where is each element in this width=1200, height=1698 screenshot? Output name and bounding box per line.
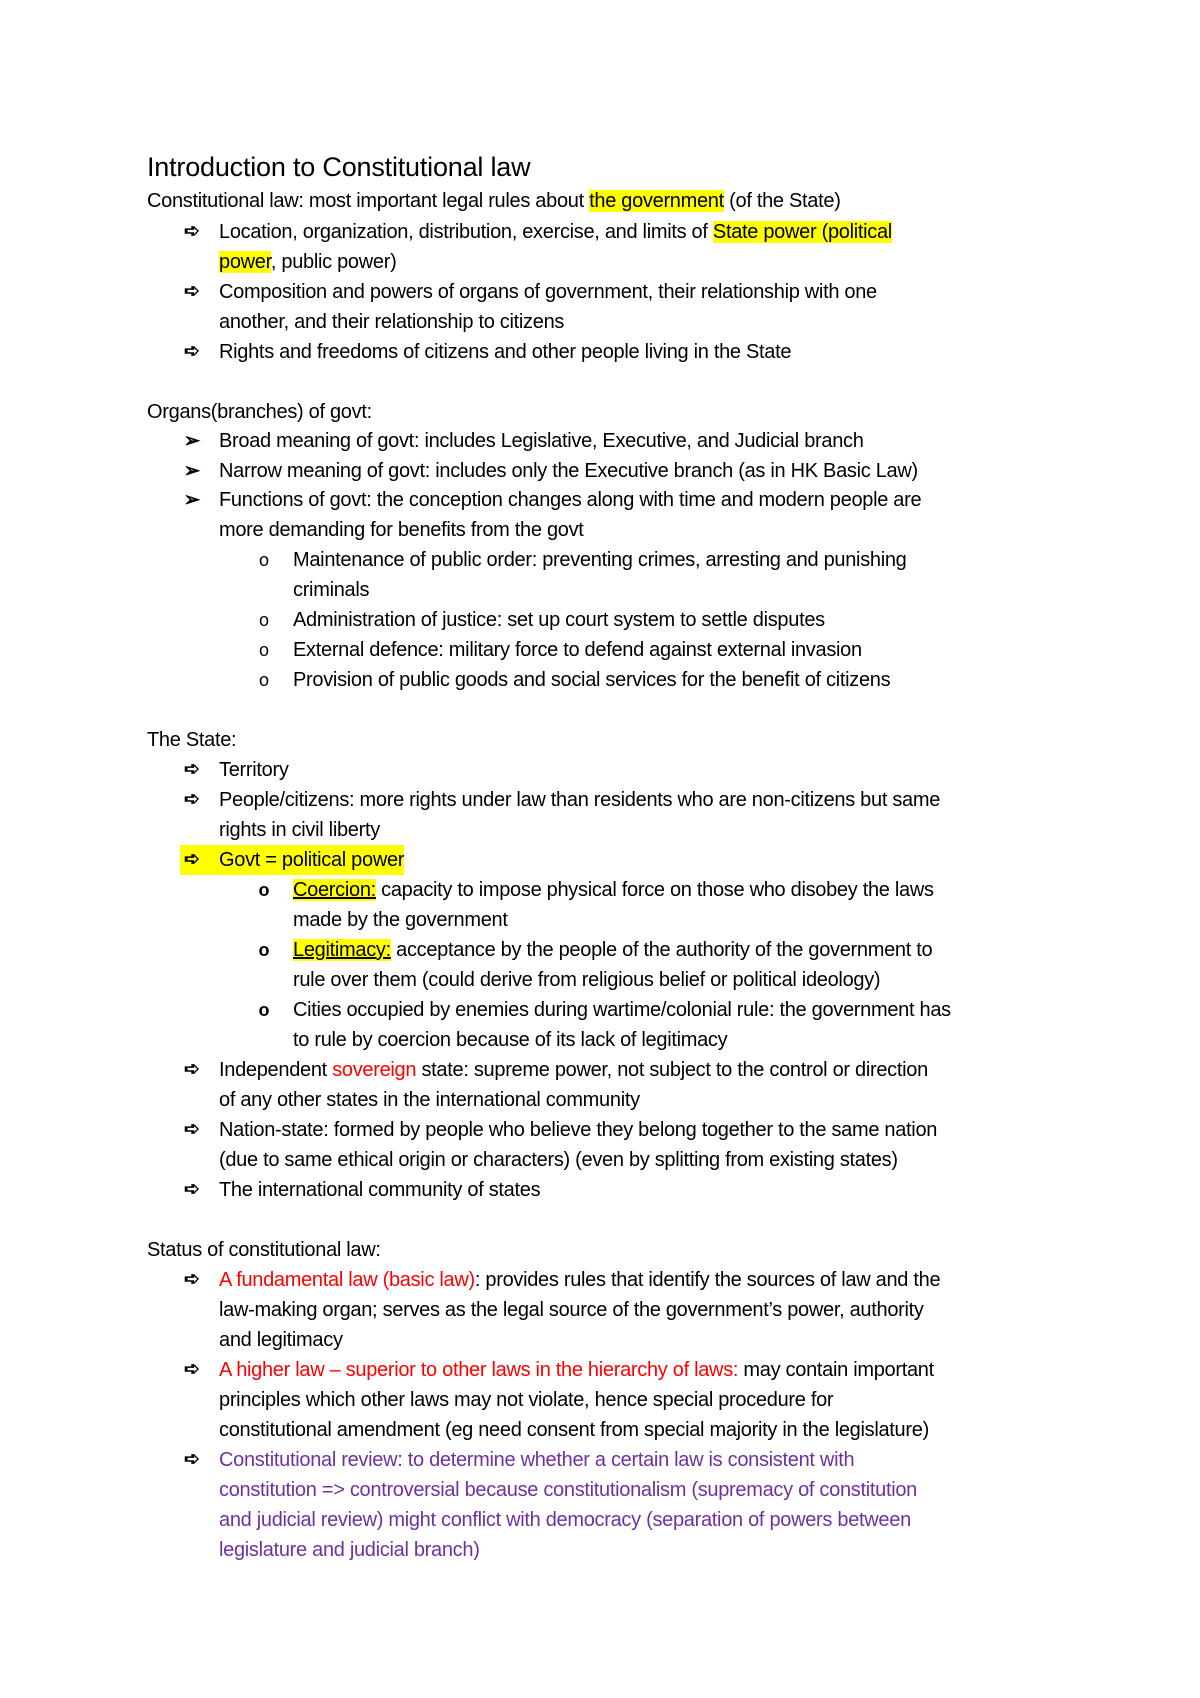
page-title: Introduction to Constitutional law xyxy=(147,152,531,182)
fundamental-law xyxy=(219,1265,940,1295)
intro-point-2: Composition and powers of organs of government, their relationship with one xyxy=(219,281,877,303)
intro-point-1-cont xyxy=(219,247,396,277)
circle-bullet-icon: o xyxy=(258,670,269,690)
text-span: , public power) xyxy=(270,251,397,273)
arrow-bullet-icon: ➪ xyxy=(184,1359,200,1380)
text-span: Location, organization, distribution, exercise, and limits of xyxy=(219,221,713,243)
organs-heading: Organs(branches) of govt: xyxy=(147,401,372,423)
chevron-bullet-icon: ➢ xyxy=(183,460,201,482)
arrow-bullet-icon: ➪ xyxy=(184,281,200,302)
filled-circle-bullet-icon: o xyxy=(258,1000,270,1020)
function-public-goods: Provision of public goods and social services for the benefit of citizens xyxy=(293,669,891,691)
higher-law-cont2: constitutional amendment (eg need consent from special majority in the legislature) xyxy=(219,1419,929,1441)
intro-line xyxy=(147,186,841,216)
highlight-government: the government xyxy=(589,190,724,212)
chevron-bullet-icon: ➢ xyxy=(183,489,201,511)
organs-narrow: Narrow meaning of govt: includes only the Executive branch (as in HK Basic Law) xyxy=(219,460,918,482)
text-span: capacity to impose physical force on those who disobey the laws xyxy=(375,879,934,901)
higher-law-cont: principles which other laws may not violate, hence special procedure for xyxy=(219,1389,834,1411)
constitutional-review: Constitutional review: to determine whether a certain law is consistent with xyxy=(219,1449,855,1471)
circle-bullet-icon: o xyxy=(258,640,269,660)
independent-state-cont: of any other states in the international community xyxy=(219,1089,640,1111)
fundamental-law-cont2: and legitimacy xyxy=(219,1329,343,1351)
cities-cont: to rule by coercion because of its lack of legitimacy xyxy=(293,1029,728,1051)
arrow-bullet-icon: ➪ xyxy=(180,845,204,875)
function-public-order: Maintenance of public order: preventing crimes, arresting and punishing xyxy=(293,549,907,571)
function-justice: Administration of justice: set up court system to settle disputes xyxy=(293,609,825,631)
arrow-bullet-icon: ➪ xyxy=(184,341,200,362)
cities-line: Cities occupied by enemies during wartime/colonial rule: the government has xyxy=(293,999,951,1021)
independent-state xyxy=(219,1055,928,1085)
text-span: : provides rules that identify the sources of law and the xyxy=(474,1269,941,1291)
coercion-term: Coercion: xyxy=(293,879,376,901)
arrow-bullet-icon: ➪ xyxy=(184,789,200,810)
arrow-bullet-icon: ➪ xyxy=(184,1059,200,1080)
coercion-line xyxy=(293,875,934,905)
legitimacy-line xyxy=(293,935,932,965)
higher-law xyxy=(219,1355,934,1385)
state-territory: Territory xyxy=(219,759,289,781)
coercion-cont: made by the government xyxy=(293,909,508,931)
state-heading: The State: xyxy=(147,729,237,751)
status-heading: Status of constitutional law: xyxy=(147,1239,381,1261)
organs-functions: Functions of govt: the conception changes along with time and modern people are xyxy=(219,489,922,511)
constitutional-review-cont2: and judicial review) might conflict with democracy (separation of powers between xyxy=(219,1509,911,1531)
constitutional-review-cont: constitution => controversial because constitutionalism (supremacy of constitution xyxy=(219,1479,917,1501)
text-span: may contain important xyxy=(738,1359,934,1381)
state-people: People/citizens: more rights under law than residents who are non-citizens but same xyxy=(219,789,941,811)
fundamental-law-cont: law-making organ; serves as the legal source of the government’s power, authority xyxy=(219,1299,924,1321)
intro-point-2-cont: another, and their relationship to citizens xyxy=(219,311,565,333)
function-defence: External defence: military force to defend against external invasion xyxy=(293,639,862,661)
higher-law-term: A higher law – superior to other laws in the hierarchy of laws: xyxy=(219,1359,739,1381)
intl-community: The international community of states xyxy=(219,1179,541,1201)
state-people-cont: rights in civil liberty xyxy=(219,819,380,841)
nation-state: Nation-state: formed by people who believe they belong together to the same nation xyxy=(219,1119,938,1141)
circle-bullet-icon: o xyxy=(258,610,269,630)
fundamental-law-term: A fundamental law (basic law) xyxy=(219,1269,475,1291)
intro-point-3: Rights and freedoms of citizens and other people living in the State xyxy=(219,341,792,363)
text-span: state: supreme power, not subject to the control or direction xyxy=(416,1059,928,1081)
function-public-order-cont: criminals xyxy=(293,579,370,601)
text-span: acceptance by the people of the authority of the government to xyxy=(390,939,933,961)
arrow-bullet-icon: ➪ xyxy=(184,759,200,780)
circle-bullet-icon: o xyxy=(258,550,269,570)
legitimacy-cont: rule over them (could derive from religious belief or political ideology) xyxy=(293,969,881,991)
sovereign-term: sovereign xyxy=(332,1059,417,1081)
intro-prefix: Constitutional law: most important legal rules about xyxy=(147,190,590,212)
arrow-bullet-icon: ➪ xyxy=(184,1269,200,1290)
organs-functions-cont: more demanding for benefits from the govt xyxy=(219,519,584,541)
highlight-power: power xyxy=(219,251,271,273)
intro-suffix: (of the State) xyxy=(723,190,841,212)
constitutional-review-cont3: legislature and judicial branch) xyxy=(219,1539,480,1561)
text-span: Independent xyxy=(219,1059,333,1081)
arrow-bullet-icon: ➪ xyxy=(184,1449,200,1470)
nation-state-cont: (due to same ethical origin or characters) (even by splitting from existing states) xyxy=(219,1149,898,1171)
arrow-bullet-icon: ➪ xyxy=(184,1119,200,1140)
filled-circle-bullet-icon: o xyxy=(258,940,270,960)
arrow-bullet-icon: ➪ xyxy=(184,1179,200,1200)
organs-broad: Broad meaning of govt: includes Legislative, Executive, and Judicial branch xyxy=(219,430,864,452)
highlight-state-power: State power (political xyxy=(712,221,892,243)
arrow-bullet-icon: ➪ xyxy=(184,221,200,242)
state-govt: Govt = political power xyxy=(204,845,404,875)
intro-point-1 xyxy=(219,217,892,247)
chevron-bullet-icon: ➢ xyxy=(183,430,201,452)
legitimacy-term: Legitimacy: xyxy=(293,939,391,961)
filled-circle-bullet-icon: o xyxy=(258,880,270,900)
